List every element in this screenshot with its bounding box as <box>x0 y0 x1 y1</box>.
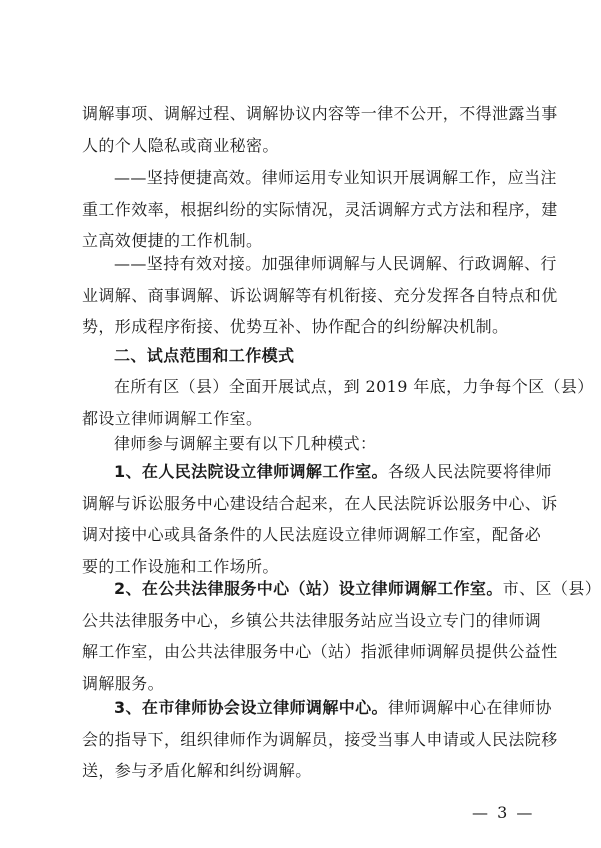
text-line: 调解事项、调解过程、调解协议内容等一律不公开，不得泄露当事 <box>82 104 558 123</box>
paragraph-connection <box>82 248 558 343</box>
paragraph-modes-intro <box>82 428 522 460</box>
paragraph-mode-bar-association <box>82 692 558 787</box>
section-heading-text: 二、试点范围和工作模式 <box>114 346 295 365</box>
text-line: 解工作室，由公共法律服务中心（站）指派律师调解员提供公益性 <box>82 642 558 661</box>
text-line: 势，形成程序衔接、优势互补、协作配合的纠纷解决机制。 <box>82 317 509 336</box>
text-segment: 市、区（县） <box>502 579 601 598</box>
text-line: 调对接中心或具备条件的人民法庭设立律师调解工作室，配备必 <box>82 525 542 544</box>
mode-title: 3、在市律师协会设立律师调解中心。 <box>114 698 388 717</box>
text-line: 律师参与调解主要有以下几种模式： <box>114 434 377 453</box>
paragraph-scope <box>82 371 594 434</box>
page-number: — 3 — <box>472 803 535 822</box>
text-line: 要的工作设施和工作场所。 <box>82 556 279 576</box>
text-line: 在所有区（县）全面开展试点，到 2019 年底，力争每个区（县） <box>114 377 594 396</box>
text-line: ——坚持有效对接。加强律师调解与人民调解、行政调解、行 <box>114 254 557 273</box>
paragraph-privacy <box>82 98 558 161</box>
text-line: 立高效便捷的工作机制。 <box>82 231 263 250</box>
text-line: 业调解、商事调解、诉讼调解等有机衔接、充分发挥各自特点和优 <box>82 285 558 305</box>
section-heading <box>82 340 522 372</box>
text-line: 送，参与矛盾化解和纠纷调解。 <box>82 761 312 780</box>
text-line: 公共法律服务中心，乡镇公共法律服务站应当设立专门的律师调 <box>82 610 542 630</box>
mode-title: 2、在公共法律服务中心（站）设立律师调解工作室。 <box>114 579 503 598</box>
text-segment: 各级人民法院要将律师 <box>387 462 552 481</box>
text-line: ——坚持便捷高效。律师运用专业知识开展调解工作，应当注 <box>114 168 557 187</box>
text-line: 会的指导下，组织律师作为调解员，接受当事人申请或人民法院移 <box>82 729 558 749</box>
paragraph-mode-legal-service <box>82 573 601 699</box>
text-line: 人的个人隐私或商业秘密。 <box>82 135 279 155</box>
text-line: 都设立律师调解工作室。 <box>82 408 263 428</box>
text-segment: 律师调解中心在律师协 <box>387 698 552 717</box>
paragraph-mode-court <box>82 456 558 582</box>
text-line: 调解服务。 <box>82 673 165 693</box>
text-line: 重工作效率，根据纠纷的实际情况，灵活调解方式方法和程序，建 <box>82 199 558 219</box>
text-line: 调解与诉讼服务中心建设结合起来，在人民法院诉讼服务中心、诉 <box>82 493 558 513</box>
paragraph-convenience <box>82 162 558 257</box>
mode-title: 1、在人民法院设立律师调解工作室。 <box>114 462 388 481</box>
